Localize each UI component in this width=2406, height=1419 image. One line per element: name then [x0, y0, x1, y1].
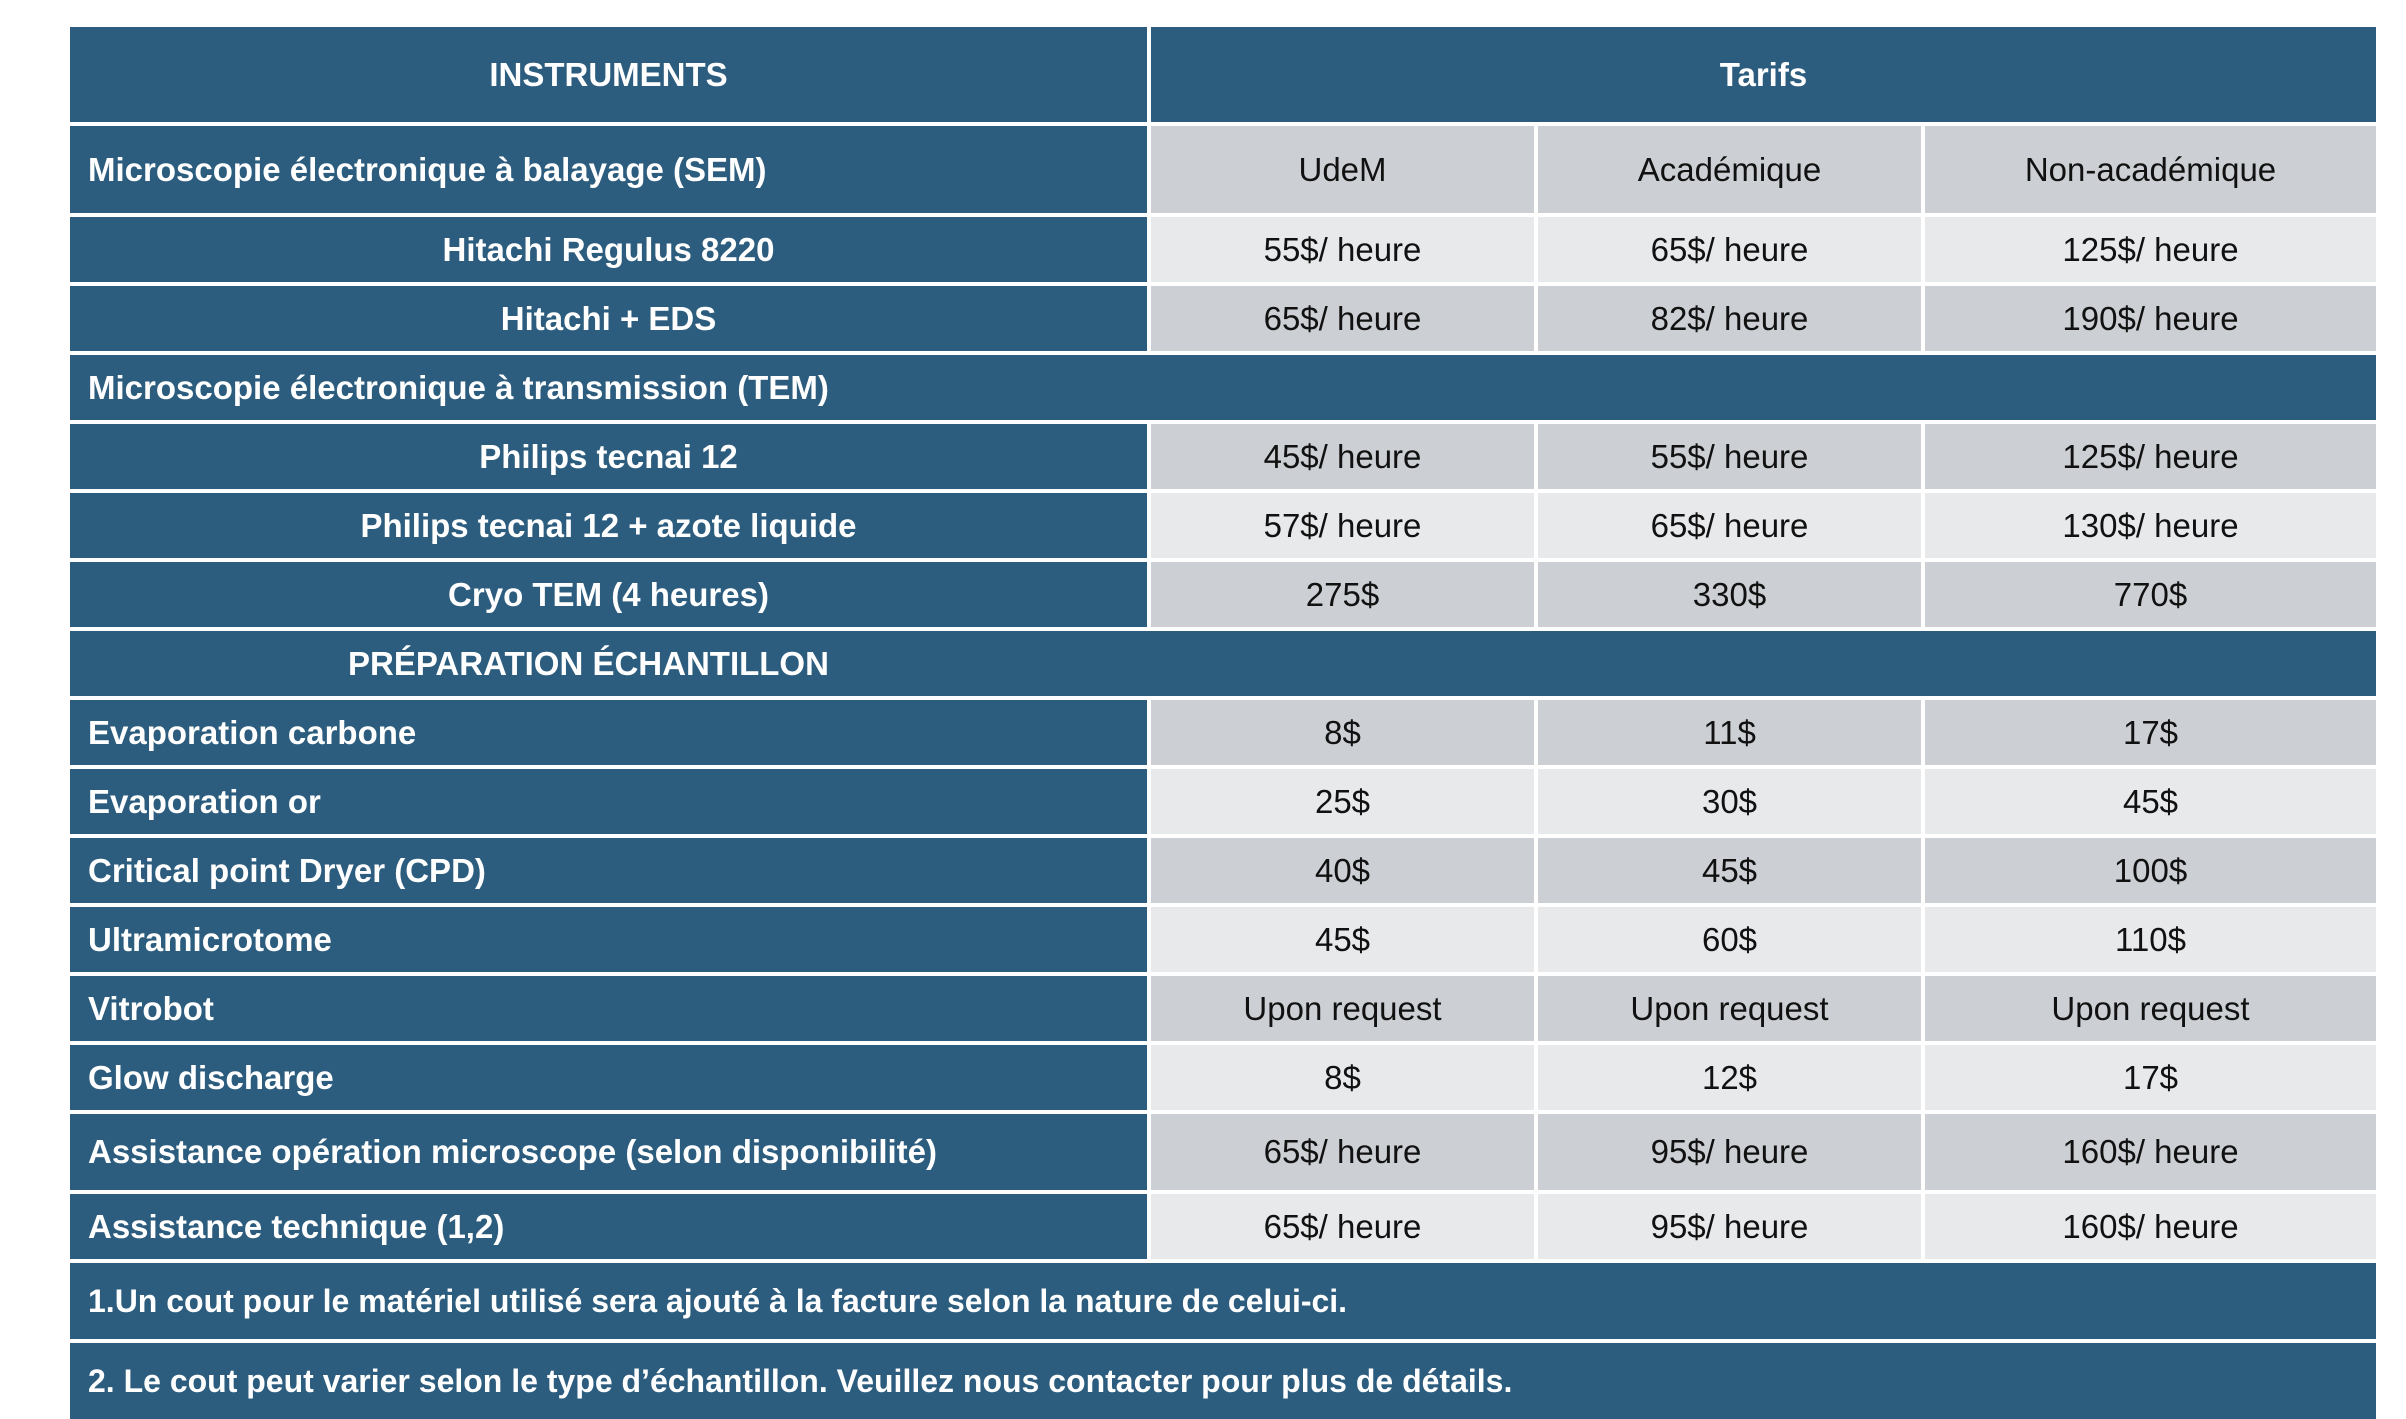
price-udem: 8$	[1151, 700, 1534, 765]
row-label: Assistance opération microscope (selon disponibilité)	[70, 1114, 1147, 1190]
price-udem: 275$	[1151, 562, 1534, 627]
section-title-sem: Microscopie électronique à balayage (SEM)	[70, 126, 1147, 213]
row-label: Hitachi Regulus 8220	[70, 217, 1147, 282]
row-label: Cryo TEM (4 heures)	[70, 562, 1147, 627]
row-label: Vitrobot	[70, 976, 1147, 1041]
row-label: Assistance technique (1,2)	[70, 1194, 1147, 1259]
price-udem: 55$/ heure	[1151, 217, 1534, 282]
row-label: Philips tecnai 12 + azote liquide	[70, 493, 1147, 558]
price-udem: 8$	[1151, 1045, 1534, 1110]
pricing-table	[70, 27, 2364, 1419]
price-non-academique: 100$	[1925, 838, 2376, 903]
header-instruments: INSTRUMENTS	[70, 27, 1147, 122]
footnote-1: 1.Un cout pour le matériel utilisé sera ajouté à la facture selon la nature de celui-ci.	[70, 1263, 2376, 1339]
price-non-academique: 125$/ heure	[1925, 217, 2376, 282]
price-non-academique: 110$	[1925, 907, 2376, 972]
price-academique: 30$	[1538, 769, 1921, 834]
price-non-academique: 125$/ heure	[1925, 424, 2376, 489]
price-udem: Upon request	[1151, 976, 1534, 1041]
price-non-academique: 190$/ heure	[1925, 286, 2376, 351]
price-academique: 65$/ heure	[1538, 217, 1921, 282]
column-header-academique: Académique	[1538, 126, 1921, 213]
price-non-academique: 160$/ heure	[1925, 1114, 2376, 1190]
row-label: Evaporation or	[70, 769, 1147, 834]
price-udem: 65$/ heure	[1151, 1114, 1534, 1190]
row-label: Critical point Dryer (CPD)	[70, 838, 1147, 903]
price-non-academique: 130$/ heure	[1925, 493, 2376, 558]
price-udem: 45$/ heure	[1151, 424, 1534, 489]
price-udem: 65$/ heure	[1151, 1194, 1534, 1259]
price-academique: 55$/ heure	[1538, 424, 1921, 489]
price-udem: 25$	[1151, 769, 1534, 834]
section-title-preparation: PRÉPARATION ÉCHANTILLON	[70, 631, 2376, 696]
price-academique: 45$	[1538, 838, 1921, 903]
price-academique: 60$	[1538, 907, 1921, 972]
price-academique: 12$	[1538, 1045, 1921, 1110]
price-academique: 95$/ heure	[1538, 1114, 1921, 1190]
price-udem: 57$/ heure	[1151, 493, 1534, 558]
footnote-2: 2. Le cout peut varier selon le type d’échantillon. Veuillez nous contacter pour plus de détails.	[70, 1343, 2376, 1419]
row-label: Glow discharge	[70, 1045, 1147, 1110]
price-academique: 65$/ heure	[1538, 493, 1921, 558]
price-academique: 330$	[1538, 562, 1921, 627]
price-udem: 65$/ heure	[1151, 286, 1534, 351]
price-non-academique: 17$	[1925, 1045, 2376, 1110]
row-label: Evaporation carbone	[70, 700, 1147, 765]
section-title-tem: Microscopie électronique à transmission (TEM)	[70, 355, 2376, 420]
column-header-udem: UdeM	[1151, 126, 1534, 213]
header-tarifs: Tarifs	[1151, 27, 2376, 122]
row-label: Hitachi + EDS	[70, 286, 1147, 351]
price-udem: 45$	[1151, 907, 1534, 972]
price-academique: Upon request	[1538, 976, 1921, 1041]
row-label: Philips tecnai 12	[70, 424, 1147, 489]
price-non-academique: 770$	[1925, 562, 2376, 627]
price-academique: 95$/ heure	[1538, 1194, 1921, 1259]
row-label: Ultramicrotome	[70, 907, 1147, 972]
price-non-academique: 17$	[1925, 700, 2376, 765]
price-non-academique: 160$/ heure	[1925, 1194, 2376, 1259]
price-non-academique: Upon request	[1925, 976, 2376, 1041]
column-header-non-academique: Non-académique	[1925, 126, 2376, 213]
price-non-academique: 45$	[1925, 769, 2376, 834]
price-academique: 11$	[1538, 700, 1921, 765]
price-academique: 82$/ heure	[1538, 286, 1921, 351]
price-udem: 40$	[1151, 838, 1534, 903]
